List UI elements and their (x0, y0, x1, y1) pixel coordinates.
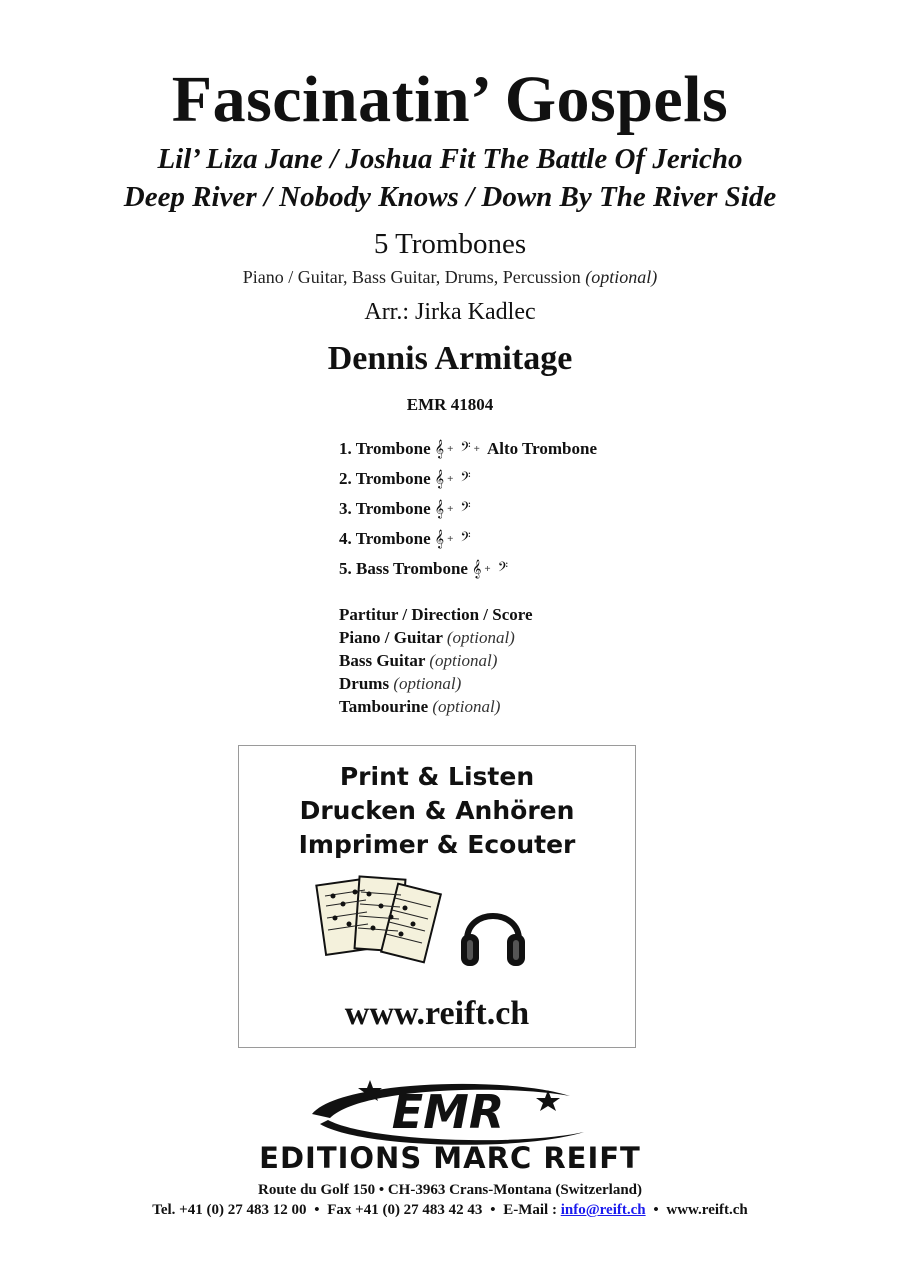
material-item (339, 649, 533, 672)
accompaniment-instruments (0, 265, 900, 289)
bass-clef-icon: 𝄢 (497, 559, 508, 578)
print-listen-french: Imprimer & Ecouter (298, 830, 576, 859)
part-item (339, 554, 597, 584)
arranger: Arr.: Jirka Kadlec (364, 299, 536, 325)
bass-clef-icon: 𝄢 (460, 499, 471, 518)
print-listen-box (238, 745, 636, 1048)
part-label: 1. Trombone (339, 439, 431, 458)
material-item (339, 603, 533, 626)
sheet-music-icon (313, 872, 443, 972)
subtitle-line-2: Deep River / Nobody Knows / Down By The River Side (123, 181, 777, 213)
print-listen-german: Drucken & Anhören (299, 796, 575, 825)
bass-clef-icon: 𝄢 (460, 469, 471, 488)
subtitle-line-1: Lil’ Liza Jane / Joshua Fit The Battle Of Jericho (157, 143, 743, 175)
material-label: Piano / Guitar (339, 628, 443, 647)
material-optional: (optional) (446, 628, 515, 647)
ensemble: 5 Trombones (373, 228, 527, 260)
part-item (339, 434, 597, 464)
separator-bullet: • (490, 1202, 496, 1218)
part-item (339, 464, 597, 494)
fax: Fax +41 (0) 27 483 42 43 (327, 1202, 483, 1218)
material-label: Tambourine (339, 697, 429, 716)
part-label: 4. Trombone (339, 529, 431, 548)
separator-bullet: • (653, 1202, 659, 1218)
part-item (339, 524, 597, 554)
clef-separator: + (447, 503, 454, 515)
treble-clef-icon: 𝄞 (434, 499, 445, 518)
material-label: Bass Guitar (339, 651, 426, 670)
material-item (339, 672, 533, 695)
treble-clef-icon: 𝄞 (434, 469, 445, 488)
bass-clef-icon: 𝄢 (460, 439, 471, 458)
treble-clef-icon: 𝄞 (434, 439, 445, 458)
part-extra: Alto Trombone (486, 439, 597, 458)
telephone: Tel. +41 (0) 27 483 12 00 (152, 1202, 307, 1218)
part-label: 5. Bass Trombone (339, 559, 468, 578)
separator-bullet: • (314, 1202, 320, 1218)
instruments-optional: (optional) (585, 267, 658, 287)
treble-clef-icon: 𝄞 (471, 559, 482, 578)
material-item (339, 626, 533, 649)
clef-separator: + (447, 473, 454, 485)
materials-list (339, 603, 533, 718)
part-item (339, 494, 597, 524)
clef-separator: + (473, 443, 480, 455)
material-optional: (optional) (432, 697, 501, 716)
material-label: Partitur / Direction / Score (339, 605, 533, 624)
clef-separator: + (447, 443, 454, 455)
bass-clef-icon: 𝄢 (460, 529, 471, 548)
email-link[interactable]: info@reift.ch (560, 1202, 646, 1218)
part-label: 2. Trombone (339, 469, 431, 488)
material-optional: (optional) (429, 651, 498, 670)
parts-list (339, 434, 597, 584)
publisher-address: Route du Golf 150 • CH-3963 Crans-Montana (Switzerland) (258, 1182, 642, 1198)
logo-text: EMR (391, 1085, 505, 1139)
part-label: 3. Trombone (339, 499, 431, 518)
material-optional: (optional) (393, 674, 462, 693)
headphones-icon (459, 894, 527, 972)
contact-line (0, 1200, 900, 1220)
material-item (339, 695, 533, 718)
publisher-name: EDITIONS MARC REIFT (259, 1141, 641, 1175)
email-label: E-Mail : (503, 1202, 557, 1218)
clef-separator: + (447, 533, 454, 545)
page-title: Fascinatin’ Gospels (171, 63, 729, 136)
footer-website: www.reift.ch (666, 1202, 748, 1218)
clef-separator: + (484, 563, 491, 575)
instruments-text: Piano / Guitar, Bass Guitar, Drums, Percussion (242, 267, 581, 287)
catalog-number: EMR 41804 (406, 395, 494, 414)
website-url: www.reift.ch (344, 995, 530, 1032)
composer: Dennis Armitage (327, 340, 573, 377)
material-label: Drums (339, 674, 390, 693)
print-listen-english: Print & Listen (339, 762, 535, 791)
treble-clef-icon: 𝄞 (434, 529, 445, 548)
